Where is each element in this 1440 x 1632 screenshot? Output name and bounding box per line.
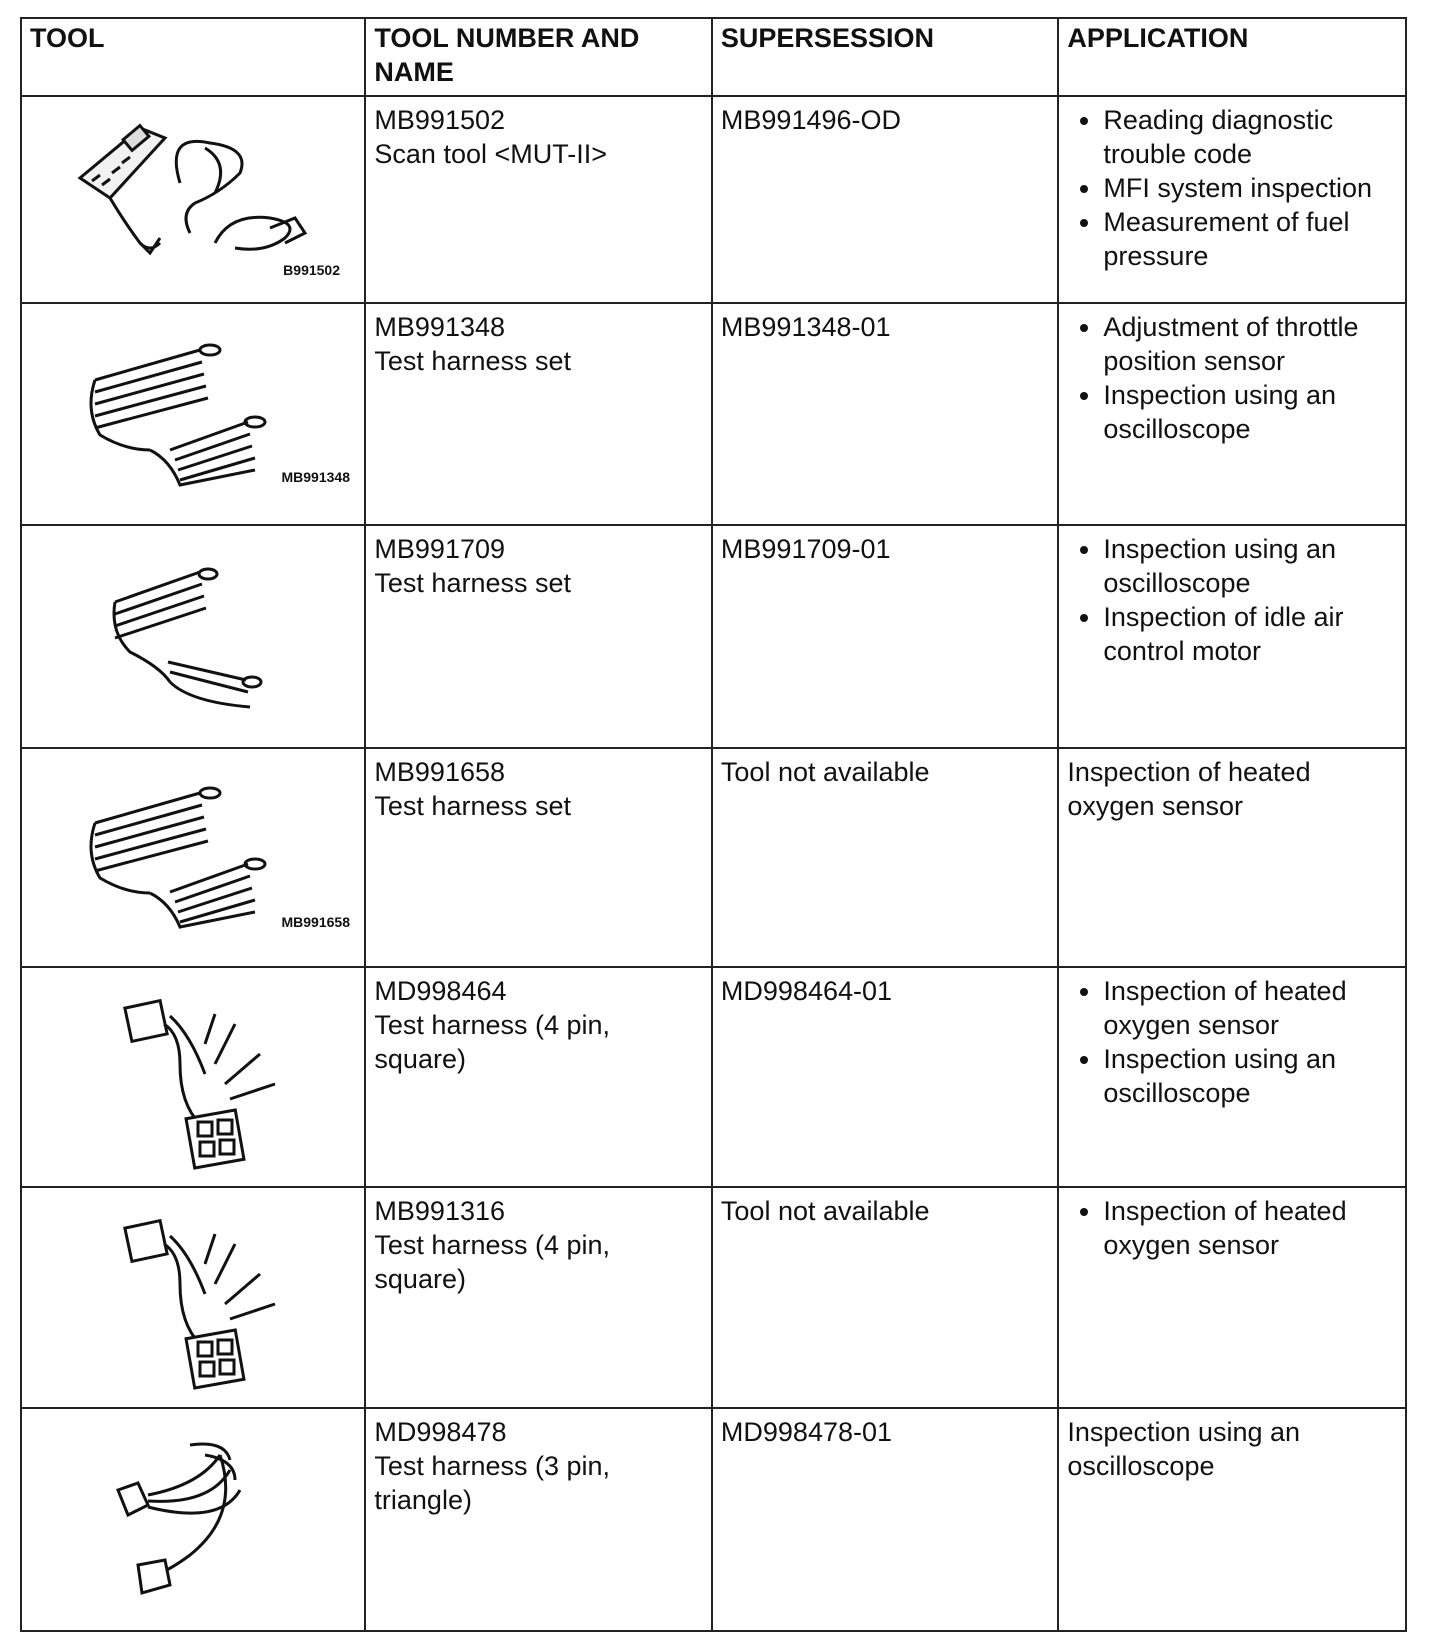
application-list [1067, 310, 1397, 446]
tool-number: MB991348 [374, 312, 506, 342]
supersession-cell: MB991348-01 [712, 303, 1059, 525]
tool-number: MB991316 [374, 1196, 506, 1226]
table-row [21, 967, 1406, 1187]
table-row [21, 1187, 1406, 1408]
header-tool: TOOL [21, 18, 365, 96]
list-item: • Inspection using an oscilloscope [1103, 532, 1397, 600]
table-row [21, 748, 1406, 967]
square-pin-harness-icon [30, 1194, 356, 1401]
tool-image-cell [21, 1187, 365, 1408]
list-item: • Adjustment of throttle position sensor [1103, 310, 1397, 378]
list-item: • Inspection of idle air control motor [1103, 600, 1397, 668]
supersession-cell: MD998464-01 [712, 967, 1059, 1187]
tool-number-cell [365, 303, 712, 525]
special-tools-table [20, 17, 1407, 1632]
list-item: • Inspection of heated oxygen sensor [1103, 1194, 1397, 1262]
table-row [21, 1408, 1406, 1631]
header-row [21, 18, 1406, 96]
scan-tool-icon [30, 103, 356, 296]
list-item: • MFI system inspection [1103, 171, 1397, 205]
tool-image-cell [21, 1408, 365, 1631]
tool-number-cell [365, 1187, 712, 1408]
tool-image-cell [21, 967, 365, 1187]
application-list [1067, 532, 1397, 668]
table-row [21, 525, 1406, 748]
supersession-cell: MD998478-01 [712, 1408, 1059, 1631]
tool-code-label: B991502 [283, 262, 340, 278]
supersession-cell: Tool not available [712, 748, 1059, 967]
tool-number: MB991709 [374, 534, 506, 564]
tool-number-cell [365, 1408, 712, 1631]
application-cell: Inspection of heated oxygen sensor [1058, 748, 1406, 967]
list-item: • Inspection using an oscilloscope [1103, 1042, 1397, 1110]
tool-number: MD998464 [374, 976, 507, 1006]
table-row [21, 96, 1406, 303]
list-item: • Inspection of heated oxygen sensor [1103, 974, 1397, 1042]
list-item: • Inspection using an oscilloscope [1103, 378, 1397, 446]
application-cell [1058, 96, 1406, 303]
tool-image-cell [21, 303, 365, 525]
tool-image-cell [21, 96, 365, 303]
tool-name: Test harness set [374, 568, 571, 598]
test-harness-set-icon [30, 532, 356, 741]
tool-image-cell [21, 525, 365, 748]
tool-image-cell [21, 748, 365, 967]
table-row [21, 303, 1406, 525]
header-application: APPLICATION [1058, 18, 1406, 96]
tool-name: Test harness (4 pin, square) [374, 1010, 611, 1074]
tool-number: MD998478 [374, 1417, 507, 1447]
tool-number: MB991658 [374, 757, 506, 787]
application-cell [1058, 967, 1406, 1187]
tool-number-cell [365, 96, 712, 303]
header-tool-number-and-name: TOOL NUMBER AND NAME [365, 18, 712, 96]
tool-code-label: MB991658 [281, 914, 350, 930]
list-item: • Reading diagnostic trouble code [1103, 103, 1397, 171]
tool-name: Test harness set [374, 346, 571, 376]
tool-number-cell [365, 525, 712, 748]
application-cell: Inspection using an oscilloscope [1058, 1408, 1406, 1631]
tool-name: Test harness (3 pin, triangle) [374, 1451, 611, 1515]
tool-number-cell [365, 748, 712, 967]
tool-name: Test harness (4 pin, square) [374, 1230, 611, 1294]
application-cell [1058, 1187, 1406, 1408]
application-list [1067, 1194, 1397, 1262]
application-list [1067, 974, 1397, 1110]
square-pin-harness-icon [30, 974, 356, 1180]
tool-code-label: MB991348 [281, 469, 350, 485]
tool-name: Scan tool <MUT-II> [374, 139, 608, 169]
list-item: • Measurement of fuel pressure [1103, 205, 1397, 273]
supersession-cell: Tool not available [712, 1187, 1059, 1408]
supersession-cell: MB991709-01 [712, 525, 1059, 748]
tool-name: Test harness set [374, 791, 571, 821]
tool-number-cell [365, 967, 712, 1187]
header-supersession: SUPERSESSION [712, 18, 1059, 96]
test-harness-set-icon [30, 310, 356, 518]
supersession-cell: MB991496-OD [712, 96, 1059, 303]
triangle-pin-harness-icon [30, 1415, 356, 1624]
application-list [1067, 103, 1397, 273]
application-cell [1058, 303, 1406, 525]
tool-number: MB991502 [374, 105, 506, 135]
test-harness-set-icon [30, 755, 356, 960]
application-cell [1058, 525, 1406, 748]
